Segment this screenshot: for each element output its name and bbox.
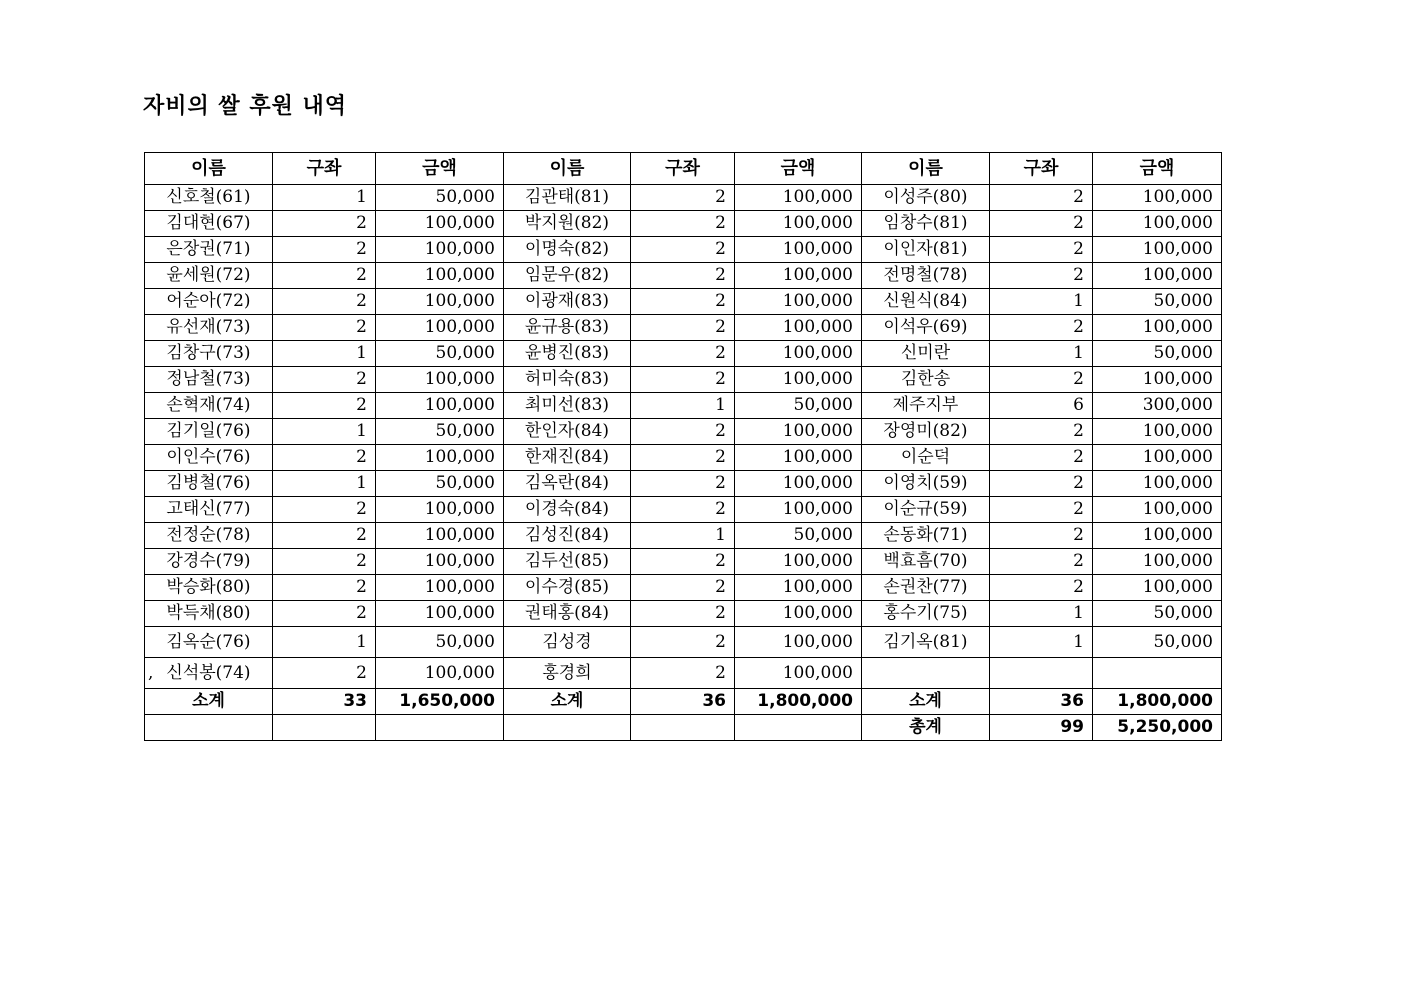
grand-total-amount: 5,250,000 [1093,715,1222,741]
donation-units: 2 [631,658,735,689]
donation-amount: 100,000 [1093,575,1222,601]
donor-name: 박승화(80) [145,575,273,601]
donation-units: 2 [273,523,376,549]
donor-name: 강경수(79) [145,549,273,575]
donor-name: 전명철(78) [862,263,990,289]
donor-name: 이석우(69) [862,315,990,341]
donation-amount: 100,000 [376,211,504,237]
donation-units: 1 [990,627,1093,658]
donation-units: 2 [631,419,735,445]
donation-amount: 100,000 [735,658,862,689]
donation-amount: 100,000 [735,601,862,627]
table-row [145,497,1222,523]
donation-amount: 100,000 [735,471,862,497]
donor-name: 은장권(71) [145,237,273,263]
donation-amount: 100,000 [1093,315,1222,341]
empty-cell [735,715,862,741]
empty-cell [145,715,273,741]
table-row [145,575,1222,601]
empty-cell [273,715,376,741]
donation-amount: 100,000 [735,497,862,523]
subtotal-label: 소계 [862,689,990,715]
column-header-name: 이름 [862,153,990,185]
donation-units: 2 [631,237,735,263]
donation-amount: 50,000 [376,627,504,658]
donation-units: 2 [273,237,376,263]
donation-amount: 100,000 [735,575,862,601]
donation-units: 2 [990,471,1093,497]
donation-units: 2 [273,549,376,575]
donor-name: 김성진(84) [504,523,631,549]
donation-amount: 100,000 [376,315,504,341]
subtotal-units: 36 [631,689,735,715]
donor-name: 권태홍(84) [504,601,631,627]
donation-amount: 100,000 [735,367,862,393]
donation-amount: 300,000 [1093,393,1222,419]
donation-units: 2 [631,445,735,471]
donation-units: 1 [273,341,376,367]
donation-amount: 100,000 [1093,445,1222,471]
donation-amount: 100,000 [735,289,862,315]
donor-name: 김옥란(84) [504,471,631,497]
donor-name: 김한송 [862,367,990,393]
donation-units: 2 [631,497,735,523]
empty-cell [504,715,631,741]
donation-amount: 100,000 [376,549,504,575]
donation-units: 2 [990,185,1093,211]
donation-units: 2 [990,419,1093,445]
donor-name-text: 신석봉(74) [166,663,251,683]
donation-units: 2 [631,471,735,497]
donation-units: 1 [273,471,376,497]
donor-name: 허미숙(83) [504,367,631,393]
donation-amount: 100,000 [376,658,504,689]
donation-units: 2 [990,575,1093,601]
donation-amount: 100,000 [1093,523,1222,549]
donation-amount: 100,000 [1093,211,1222,237]
donor-name: 박득채(80) [145,601,273,627]
grand-total-units: 99 [990,715,1093,741]
column-header-amount: 금액 [376,153,504,185]
grand-total-row [145,715,1222,741]
donor-name: 김창구(73) [145,341,273,367]
donation-units: 2 [273,367,376,393]
donation-amount: 100,000 [735,237,862,263]
donor-name: 고태신(77) [145,497,273,523]
donation-units: 2 [631,367,735,393]
donation-units: 1 [273,419,376,445]
table-row [145,341,1222,367]
donation-amount: 50,000 [735,393,862,419]
donor-name: 이명숙(82) [504,237,631,263]
donation-amount: 50,000 [376,341,504,367]
empty-cell [631,715,735,741]
donation-amount: 100,000 [376,523,504,549]
donation-amount: 50,000 [376,185,504,211]
donation-amount: 50,000 [735,523,862,549]
subtotal-label: 소계 [145,689,273,715]
column-header-units: 구좌 [273,153,376,185]
donation-units: 1 [631,393,735,419]
donor-name: 정남철(73) [145,367,273,393]
donor-name: 한인자(84) [504,419,631,445]
donation-units: 2 [990,445,1093,471]
stray-comma-mark: , [148,663,154,683]
donation-units: 1 [631,523,735,549]
donation-units: 2 [631,601,735,627]
subtotal-amount: 1,800,000 [1093,689,1222,715]
donation-units: 2 [990,497,1093,523]
donor-name: 윤세원(72) [145,263,273,289]
table-row [145,211,1222,237]
donor-name: 홍경희 [504,658,631,689]
donation-units: 2 [990,263,1093,289]
donor-name: 김옥순(76) [145,627,273,658]
donation-amount: 50,000 [1093,289,1222,315]
donor-name: 제주지부 [862,393,990,419]
donation-units: 1 [273,627,376,658]
column-header-units: 구좌 [631,153,735,185]
donation-amount: 100,000 [1093,549,1222,575]
donor-name: 박지원(82) [504,211,631,237]
donation-units: 1 [990,601,1093,627]
donation-amount: 100,000 [735,315,862,341]
column-header-amount: 금액 [1093,153,1222,185]
donation-amount: 100,000 [376,263,504,289]
table-row [145,627,1222,658]
subtotal-amount: 1,650,000 [376,689,504,715]
donor-name: 김두선(85) [504,549,631,575]
table-row [145,549,1222,575]
donor-name: 손혁재(74) [145,393,273,419]
donation-units: 2 [273,445,376,471]
donor-name: 어순아(72) [145,289,273,315]
subtotal-amount: 1,800,000 [735,689,862,715]
table-row [145,263,1222,289]
donor-name: 이수경(85) [504,575,631,601]
donation-amount [1093,658,1222,689]
donation-units: 2 [273,211,376,237]
donation-units: 2 [273,497,376,523]
table-row [145,237,1222,263]
donation-amount: 100,000 [1093,419,1222,445]
donation-units: 2 [273,289,376,315]
donation-amount: 100,000 [735,627,862,658]
table-row [145,601,1222,627]
donor-name: 이영치(59) [862,471,990,497]
donation-units: 1 [990,289,1093,315]
donation-units: 2 [990,237,1093,263]
donor-name: 윤병진(83) [504,341,631,367]
donor-name: 손동화(71) [862,523,990,549]
donor-name: 이인수(76) [145,445,273,471]
donor-name: 이성주(80) [862,185,990,211]
donation-units: 2 [990,367,1093,393]
donor-name: 임창수(81) [862,211,990,237]
donor-name: 김기옥(81) [862,627,990,658]
grand-total-label: 총계 [862,715,990,741]
donation-amount: 100,000 [1093,471,1222,497]
donation-amount: 100,000 [735,185,862,211]
donor-name: 이광재(83) [504,289,631,315]
donation-units: 2 [273,315,376,341]
donation-amount: 50,000 [1093,601,1222,627]
donation-units: 2 [631,549,735,575]
donation-units: 2 [990,549,1093,575]
subtotal-units: 33 [273,689,376,715]
table-row [145,658,1222,689]
donation-amount: 50,000 [376,471,504,497]
donor-name: 한재진(84) [504,445,631,471]
donor-name: 홍수기(75) [862,601,990,627]
column-header-name: 이름 [504,153,631,185]
subtotal-label: 소계 [504,689,631,715]
donation-amount: 50,000 [1093,341,1222,367]
donation-amount: 100,000 [1093,237,1222,263]
donor-name: 신호철(61) [145,185,273,211]
donation-units: 2 [273,575,376,601]
donation-amount: 100,000 [1093,185,1222,211]
column-header-units: 구좌 [990,153,1093,185]
donor-name: 김관태(81) [504,185,631,211]
donor-name: 윤규용(83) [504,315,631,341]
table-row [145,289,1222,315]
donation-amount: 100,000 [376,601,504,627]
donation-units: 2 [273,393,376,419]
subtotal-row [145,689,1222,715]
donation-units: 2 [631,315,735,341]
donation-amount: 100,000 [1093,497,1222,523]
donation-amount: 100,000 [376,393,504,419]
donation-units: 2 [631,575,735,601]
donor-name: 손권찬(77) [862,575,990,601]
table-row [145,471,1222,497]
donation-amount: 100,000 [735,445,862,471]
donation-amount: 100,000 [376,575,504,601]
donation-amount: 100,000 [376,445,504,471]
donor-name: 이인자(81) [862,237,990,263]
donation-amount: 100,000 [1093,367,1222,393]
donation-units: 2 [631,185,735,211]
donation-units: 2 [273,601,376,627]
donation-amount: 100,000 [735,549,862,575]
donation-amount: 100,000 [376,237,504,263]
donation-units: 2 [631,627,735,658]
donation-units: 2 [631,289,735,315]
donation-amount: 100,000 [735,263,862,289]
donation-amount: 100,000 [735,419,862,445]
donation-table [144,152,1222,741]
donor-name: 이순덕 [862,445,990,471]
donation-amount: 100,000 [1093,263,1222,289]
donor-name [145,658,273,689]
donation-units: 1 [273,185,376,211]
donation-amount: 50,000 [1093,627,1222,658]
donation-amount: 100,000 [376,367,504,393]
donation-units: 2 [631,341,735,367]
donation-units: 2 [273,658,376,689]
donation-units: 2 [990,523,1093,549]
donor-name: 장영미(82) [862,419,990,445]
donor-name: 신미란 [862,341,990,367]
donation-units [990,658,1093,689]
donor-name: 전정순(78) [145,523,273,549]
donor-name: 백효흠(70) [862,549,990,575]
empty-cell [376,715,504,741]
donation-units: 2 [631,263,735,289]
donation-units: 1 [990,341,1093,367]
donation-units: 2 [273,263,376,289]
table-row [145,419,1222,445]
donor-name: 이순규(59) [862,497,990,523]
donation-units: 2 [990,211,1093,237]
donation-amount: 100,000 [735,341,862,367]
table-row [145,185,1222,211]
donation-amount: 100,000 [735,211,862,237]
table-header-row [145,153,1222,185]
table-row [145,393,1222,419]
donor-name: 김대현(67) [145,211,273,237]
donor-name [862,658,990,689]
donor-name: 김성경 [504,627,631,658]
donor-name: 김기일(76) [145,419,273,445]
donor-name: 신원식(84) [862,289,990,315]
donation-units: 6 [990,393,1093,419]
column-header-name: 이름 [145,153,273,185]
table-row [145,367,1222,393]
table-row [145,523,1222,549]
document-title: 자비의 쌀 후원 내역 [143,94,347,119]
donor-name: 임문우(82) [504,263,631,289]
donor-name: 최미선(83) [504,393,631,419]
donation-units: 2 [631,211,735,237]
table-row [145,315,1222,341]
donation-amount: 100,000 [376,289,504,315]
donation-units: 2 [990,315,1093,341]
table-row [145,445,1222,471]
donor-name: 유선재(73) [145,315,273,341]
donation-amount: 50,000 [376,419,504,445]
donor-name: 이경숙(84) [504,497,631,523]
donation-amount: 100,000 [376,497,504,523]
column-header-amount: 금액 [735,153,862,185]
subtotal-units: 36 [990,689,1093,715]
donor-name: 김병철(76) [145,471,273,497]
